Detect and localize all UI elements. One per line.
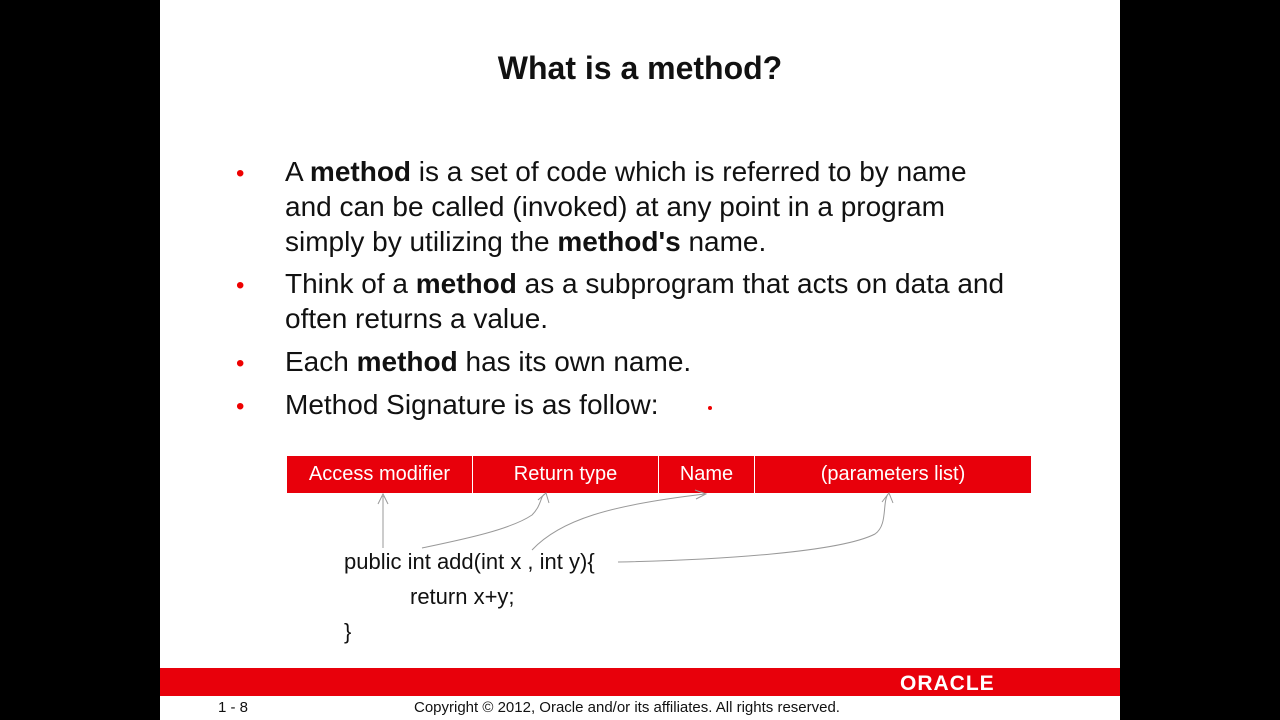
bold-term: method: [309, 156, 412, 187]
arrow-name: [532, 494, 705, 550]
arrow-return-type: [422, 494, 545, 548]
bullet-text: as a subprogram that acts on data and: [516, 268, 1005, 299]
bullet-text: has its own name.: [457, 346, 692, 377]
signature-access-modifier: Access modifier: [287, 456, 473, 493]
bullet-line: [285, 267, 1004, 301]
bullet-text: A: [285, 156, 310, 187]
bullet-line: [285, 302, 548, 336]
bullet-line: [285, 225, 766, 259]
slide: [160, 0, 1120, 720]
bold-term: method: [356, 346, 458, 377]
bold-term: method: [415, 268, 517, 299]
bullet-text: Think of a: [285, 268, 416, 299]
code-line-return: return x+y;: [410, 584, 515, 609]
signature-parameters-list: (parameters list): [820, 463, 966, 485]
bullet-line: [285, 190, 945, 224]
bullet-line: [285, 345, 691, 379]
pointer-dot: [708, 406, 712, 410]
bullet-line: [285, 388, 659, 422]
bullet-text: often returns a value.: [285, 303, 549, 334]
bullet-text: is a set of code which is referred to by name: [411, 156, 967, 187]
bullet-list: [160, 0, 1120, 440]
bullet-text: Each: [285, 346, 357, 377]
bullet-marker: •: [236, 393, 245, 420]
bullet-text: and can be called (invoked) at any point in a program: [285, 191, 945, 222]
copyright-text: Copyright © 2012, Oracle and/or its affiliates. All rights reserved.: [414, 699, 840, 716]
bullet-text: Method Signature is as follow:: [285, 389, 659, 420]
signature-return-type: Return type: [473, 456, 659, 493]
bullet-text: name.: [680, 226, 767, 257]
code-line-close: }: [344, 619, 352, 644]
bold-term: method's: [557, 226, 681, 257]
signature-bar: [287, 456, 1031, 493]
bullet-marker: •: [236, 272, 245, 299]
bullet-text: simply by utilizing the: [285, 226, 558, 257]
signature-name: Name: [659, 456, 755, 493]
arrow-parameters: [618, 494, 888, 562]
slide-title: What is a method?: [497, 50, 783, 86]
bullet-marker: •: [236, 160, 245, 187]
oracle-logo: ORACLE: [900, 672, 995, 695]
bullet-marker: •: [236, 350, 245, 377]
page-number: 1 - 8: [218, 699, 249, 716]
code-line-signature: public int add(int x , int y){: [344, 549, 595, 574]
bullet-line: [285, 155, 967, 189]
